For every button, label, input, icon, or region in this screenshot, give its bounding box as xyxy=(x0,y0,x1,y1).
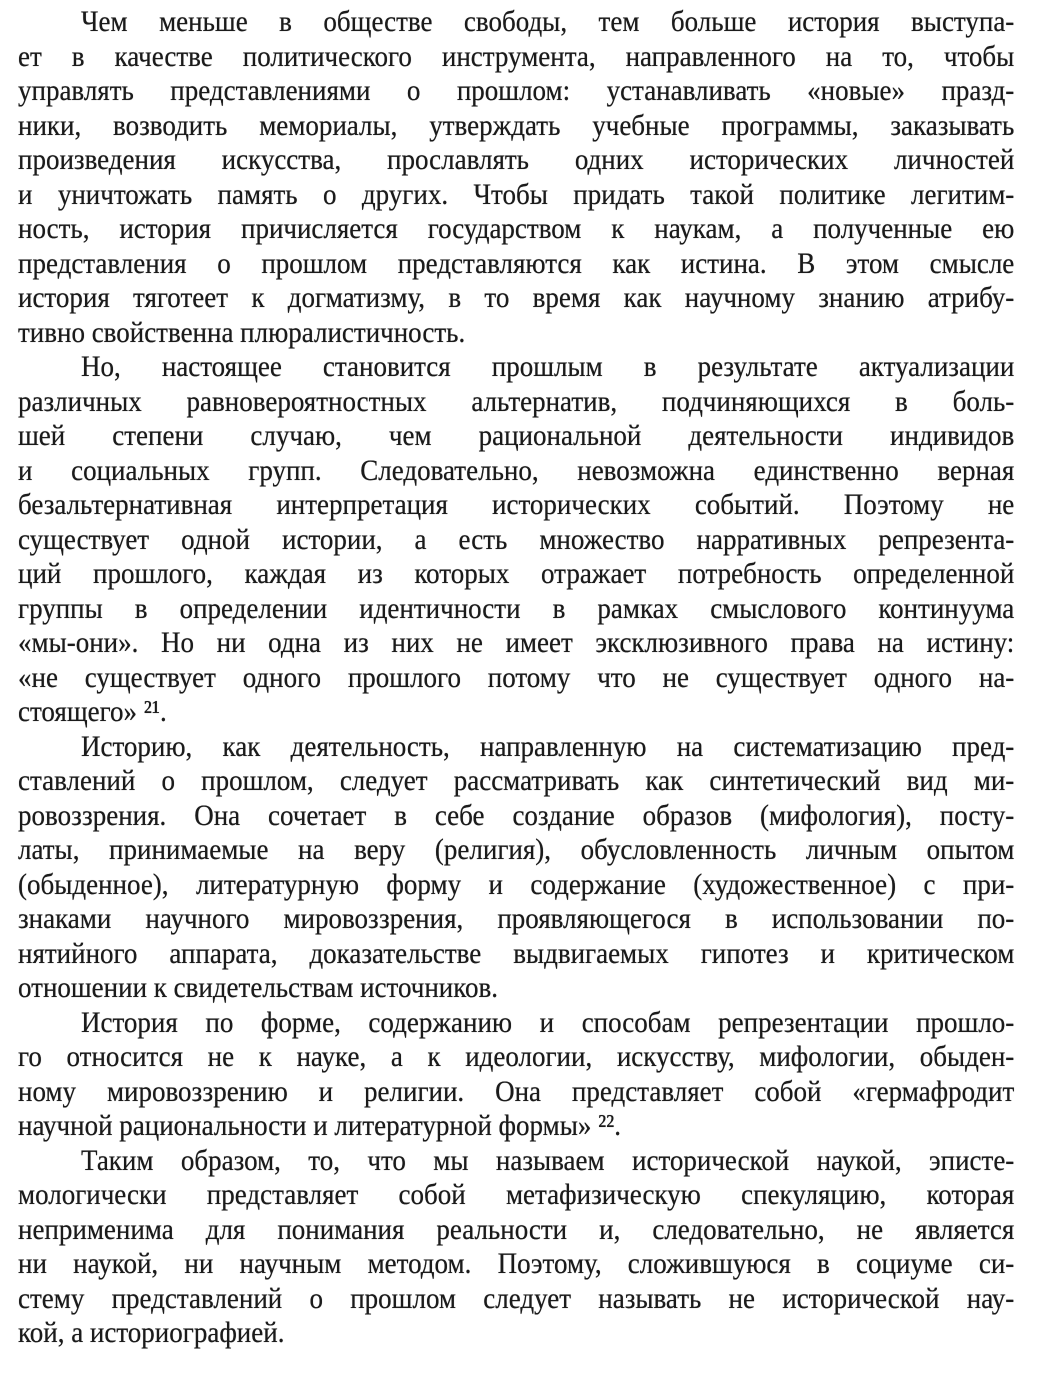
text-line: «не существует одного прошлого потому что не существует одного на- xyxy=(18,660,1015,694)
text-line: ций прошлого, каждая из которых отражает потребность определенной xyxy=(18,557,1015,590)
text-line: ники, возводить мемориалы, утверждать учебные программы, заказывать xyxy=(18,108,1015,142)
text-line: «мы-они». Но ни одна из них не имеет эксклюзивного права на истину: xyxy=(18,626,1015,659)
text-line: ет в качестве политического инструмента, направленного на то, чтобы xyxy=(18,39,1015,73)
text-line: группы в определении идентичности в рамках смыслового континуума xyxy=(18,591,1015,625)
text-line: существует одной истории, а есть множество нарративных репрезента- xyxy=(18,522,1015,556)
paragraph-4 xyxy=(18,1006,1014,1144)
text-line: шей степени случаю, чем рациональной деятельности индивидов xyxy=(18,419,1015,452)
text-line: управлять представлениями о прошлом: устанавливать «новые» празд- xyxy=(18,74,1015,107)
text-line: ность, история причисляется государством к наукам, а полученные ею xyxy=(18,212,1015,245)
text-column xyxy=(18,5,1014,1351)
paragraph-1 xyxy=(18,5,1014,350)
paragraph-3 xyxy=(18,730,1014,1006)
text-line: История по форме, содержанию и способам репрезентации прошло- xyxy=(81,1005,1015,1039)
text-line: история тяготеет к догматизму, в то время как научному знанию атрибу- xyxy=(18,281,1015,314)
text-line: стему представлений о прошлом следует называть не исторической нау- xyxy=(18,1281,1015,1315)
text-line: латы, принимаемые на веру (религия), обусловленность личным опытом xyxy=(18,833,1015,866)
text-line: произведения искусства, прославлять одних исторических личностей xyxy=(18,143,1015,176)
text-line: Таким образом, то, что мы называем исторической наукой, эписте- xyxy=(81,1143,1015,1177)
paragraph-5 xyxy=(18,1144,1014,1351)
text-line: знаками научного мировоззрения, проявляющегося в использовании по- xyxy=(18,902,1015,935)
text-line: Историю, как деятельность, направленную на систематизацию пред- xyxy=(81,729,1015,763)
text-line: Но, настоящее становится прошлым в результате актуализации xyxy=(81,350,1015,383)
text-line: отношении к свидетельствам источников. xyxy=(18,971,499,1004)
text-line: неприменима для понимания реальности и, следовательно, не является xyxy=(18,1212,1015,1246)
text-line: и уничтожать память о других. Чтобы придать такой политике легитим- xyxy=(18,177,1015,211)
text-line: кой, а историографией. xyxy=(18,1316,285,1349)
text-line: стоящего» ²¹. xyxy=(18,695,167,728)
text-line: различных равновероятностных альтернатив, подчиняющихся в боль- xyxy=(18,384,1015,418)
text-line: ному мировоззрению и религии. Она представляет собой «гермафродит xyxy=(18,1074,1015,1108)
text-line: ни наукой, ни научным методом. Поэтому, сложившуюся в социуме си- xyxy=(18,1247,1015,1280)
text-line: тивно свойственна плюралистичность. xyxy=(18,315,466,349)
text-line: ровоззрения. Она сочетает в себе создание образов (мифология), посту- xyxy=(18,798,1015,832)
text-line: (обыденное), литературную форму и содержание (художественное) с при- xyxy=(18,867,1015,901)
text-line: представления о прошлом представляются как истина. В этом смысле xyxy=(18,246,1015,280)
text-line: и социальных групп. Следовательно, невозможна единственно верная xyxy=(18,453,1015,487)
text-line: безальтернативная интерпретация исторических событий. Поэтому не xyxy=(18,488,1015,521)
text-line: Чем меньше в обществе свободы, тем больше история выступа- xyxy=(81,5,1015,38)
text-line: го относится не к науке, а к идеологии, искусству, мифологии, обыден- xyxy=(18,1040,1015,1073)
text-line: мологически представляет собой метафизическую спекуляцию, которая xyxy=(18,1178,1015,1211)
text-line: нятийного аппарата, доказательстве выдвигаемых гипотез и критическом xyxy=(18,936,1015,970)
paragraph-2 xyxy=(18,350,1014,730)
text-line: научной рациональности и литературной формы» ²². xyxy=(18,1109,622,1142)
text-line: ставлений о прошлом, следует рассматривать как синтетический вид ми- xyxy=(18,764,1015,797)
